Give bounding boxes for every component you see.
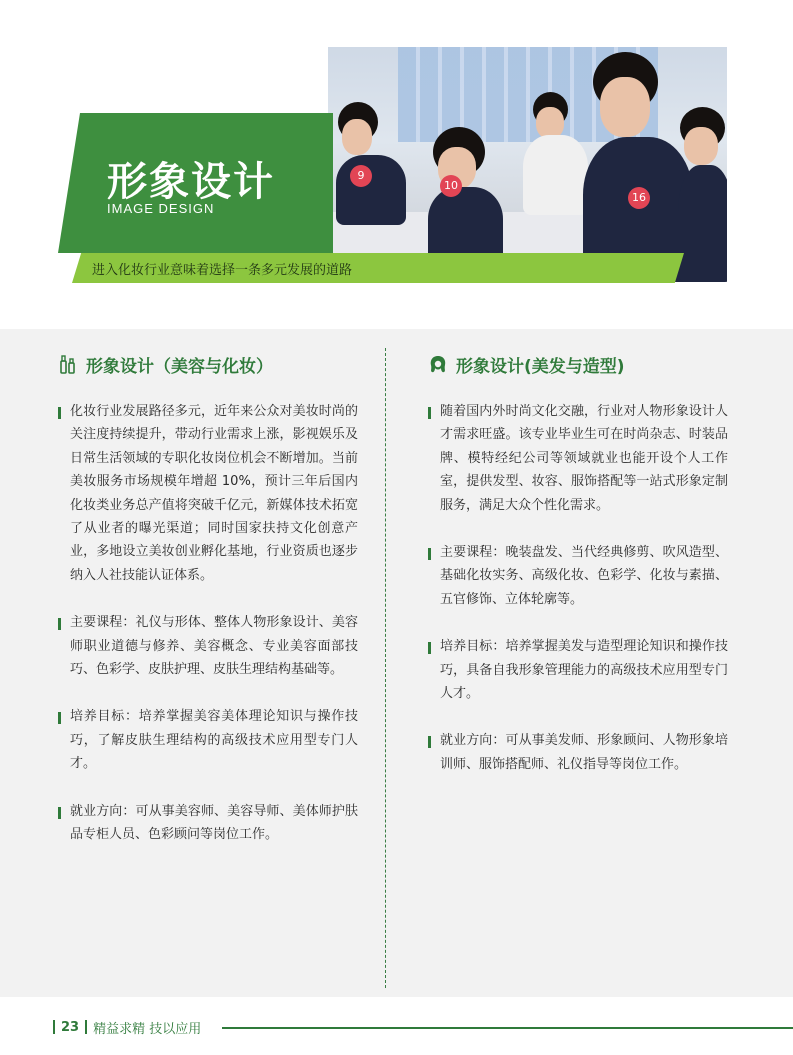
bullet-bar <box>58 407 61 419</box>
photo-person-uniform <box>336 155 406 225</box>
right-column <box>428 350 728 800</box>
right-column-title: 形象设计(美发与造型) <box>456 356 625 377</box>
paragraph-text: 就业方向：可从事美容师、美容导师、美体师护肤品专柜人员、色彩顾问等岗位工作。 <box>70 803 358 843</box>
photo-number-tag: 9 <box>350 165 372 187</box>
page-subtitle-en: IMAGE DESIGN <box>107 201 215 216</box>
photo-number-tag: 16 <box>628 187 650 209</box>
bullet-bar <box>428 548 431 560</box>
paragraph-text: 化妆行业发展路径多元，近年来公众对美妆时尚的关注度持续提升，带动行业需求上涨，影视娱乐及日常生活领域的专职化妆岗位机会不断增加。当前美妆服务市场规模年增超 10%，预计三年后国内化妆类业务总产值将突破千亿元，新媒体技术拓宽了从业者的曝光渠道；同时国家扶持文化创意产业，多地设立美妆创业孵化基地，行业资质也逐步纳入人社技能认证体系。 <box>70 404 358 583</box>
bullet-bar <box>428 736 431 748</box>
footer-rule <box>222 1027 793 1029</box>
right-column-heading <box>428 350 728 378</box>
paragraph-text: 主要课程：礼仪与形体、整体人物形象设计、美容师职业道德与修养、美容概念、专业美容面部技巧、色彩学、皮肤护理、皮肤生理结构基础等。 <box>70 615 358 678</box>
paragraph-text: 主要课程：晚装盘发、当代经典修剪、吹风造型、基础化妆实务、高级化妆、色彩学、化妆与素描、五官修饰、立体轮廓等。 <box>440 545 728 607</box>
left-column-heading <box>58 350 358 378</box>
bullet-bar <box>58 807 61 819</box>
right-paragraph-goal <box>428 635 728 705</box>
left-paragraph-intro <box>58 400 358 587</box>
right-paragraph-intro <box>428 400 728 517</box>
footer-divider <box>85 1020 87 1034</box>
left-paragraph-courses <box>58 611 358 681</box>
hairstyle-icon <box>428 354 448 374</box>
page-number: 23 <box>61 1019 80 1035</box>
photo-person-uniform <box>678 165 727 282</box>
makeup-bottles-icon <box>58 354 78 374</box>
page-title: 形象设计 <box>107 159 275 205</box>
left-paragraph-career <box>58 800 358 847</box>
photo-person-face <box>600 77 650 137</box>
page-footer <box>53 1017 201 1037</box>
bullet-bar <box>428 407 431 419</box>
paragraph-text: 随着国内外时尚文化交融，行业对人物形象设计人才需求旺盛。该专业毕业生可在时尚杂志、时装品牌、模特经纪公司等领域就业也能开设个人工作室，提供发型、妆容、服饰搭配等一站式形象定制服务，满足大众个性化需求。 <box>440 404 728 513</box>
bullet-bar <box>58 712 61 724</box>
footer-divider <box>53 1020 55 1034</box>
paragraph-text: 培养目标：培养掌握美发与造型理论知识和操作技巧，具备自我形象管理能力的高级技术应用型专门人才。 <box>440 639 728 702</box>
photo-number-tag: 10 <box>440 175 462 197</box>
left-column-title: 形象设计（美容与化妆） <box>86 356 273 377</box>
photo-person-face <box>342 119 372 155</box>
paragraph-text: 培养目标：培养掌握美容美体理论知识与操作技巧，了解皮肤生理结构的高级技术应用型专门人才。 <box>70 709 358 772</box>
footer-motto: 精益求精 技以应用 <box>93 1021 202 1037</box>
photo-person-face <box>684 127 718 165</box>
slogan-text: 进入化妆行业意味着选择一条多元发展的道路 <box>92 263 353 278</box>
bullet-bar <box>428 642 431 654</box>
left-column <box>58 350 358 871</box>
paragraph-text: 就业方向：可从事美发师、形象顾问、人物形象培训师、服饰搭配师、礼仪指导等岗位工作。 <box>440 733 728 772</box>
column-divider <box>385 348 386 988</box>
bullet-bar <box>58 618 61 630</box>
right-paragraph-career <box>428 729 728 776</box>
left-paragraph-goal <box>58 705 358 775</box>
header-photo <box>328 47 727 282</box>
right-paragraph-courses <box>428 541 728 611</box>
photo-person-uniform <box>523 135 588 215</box>
